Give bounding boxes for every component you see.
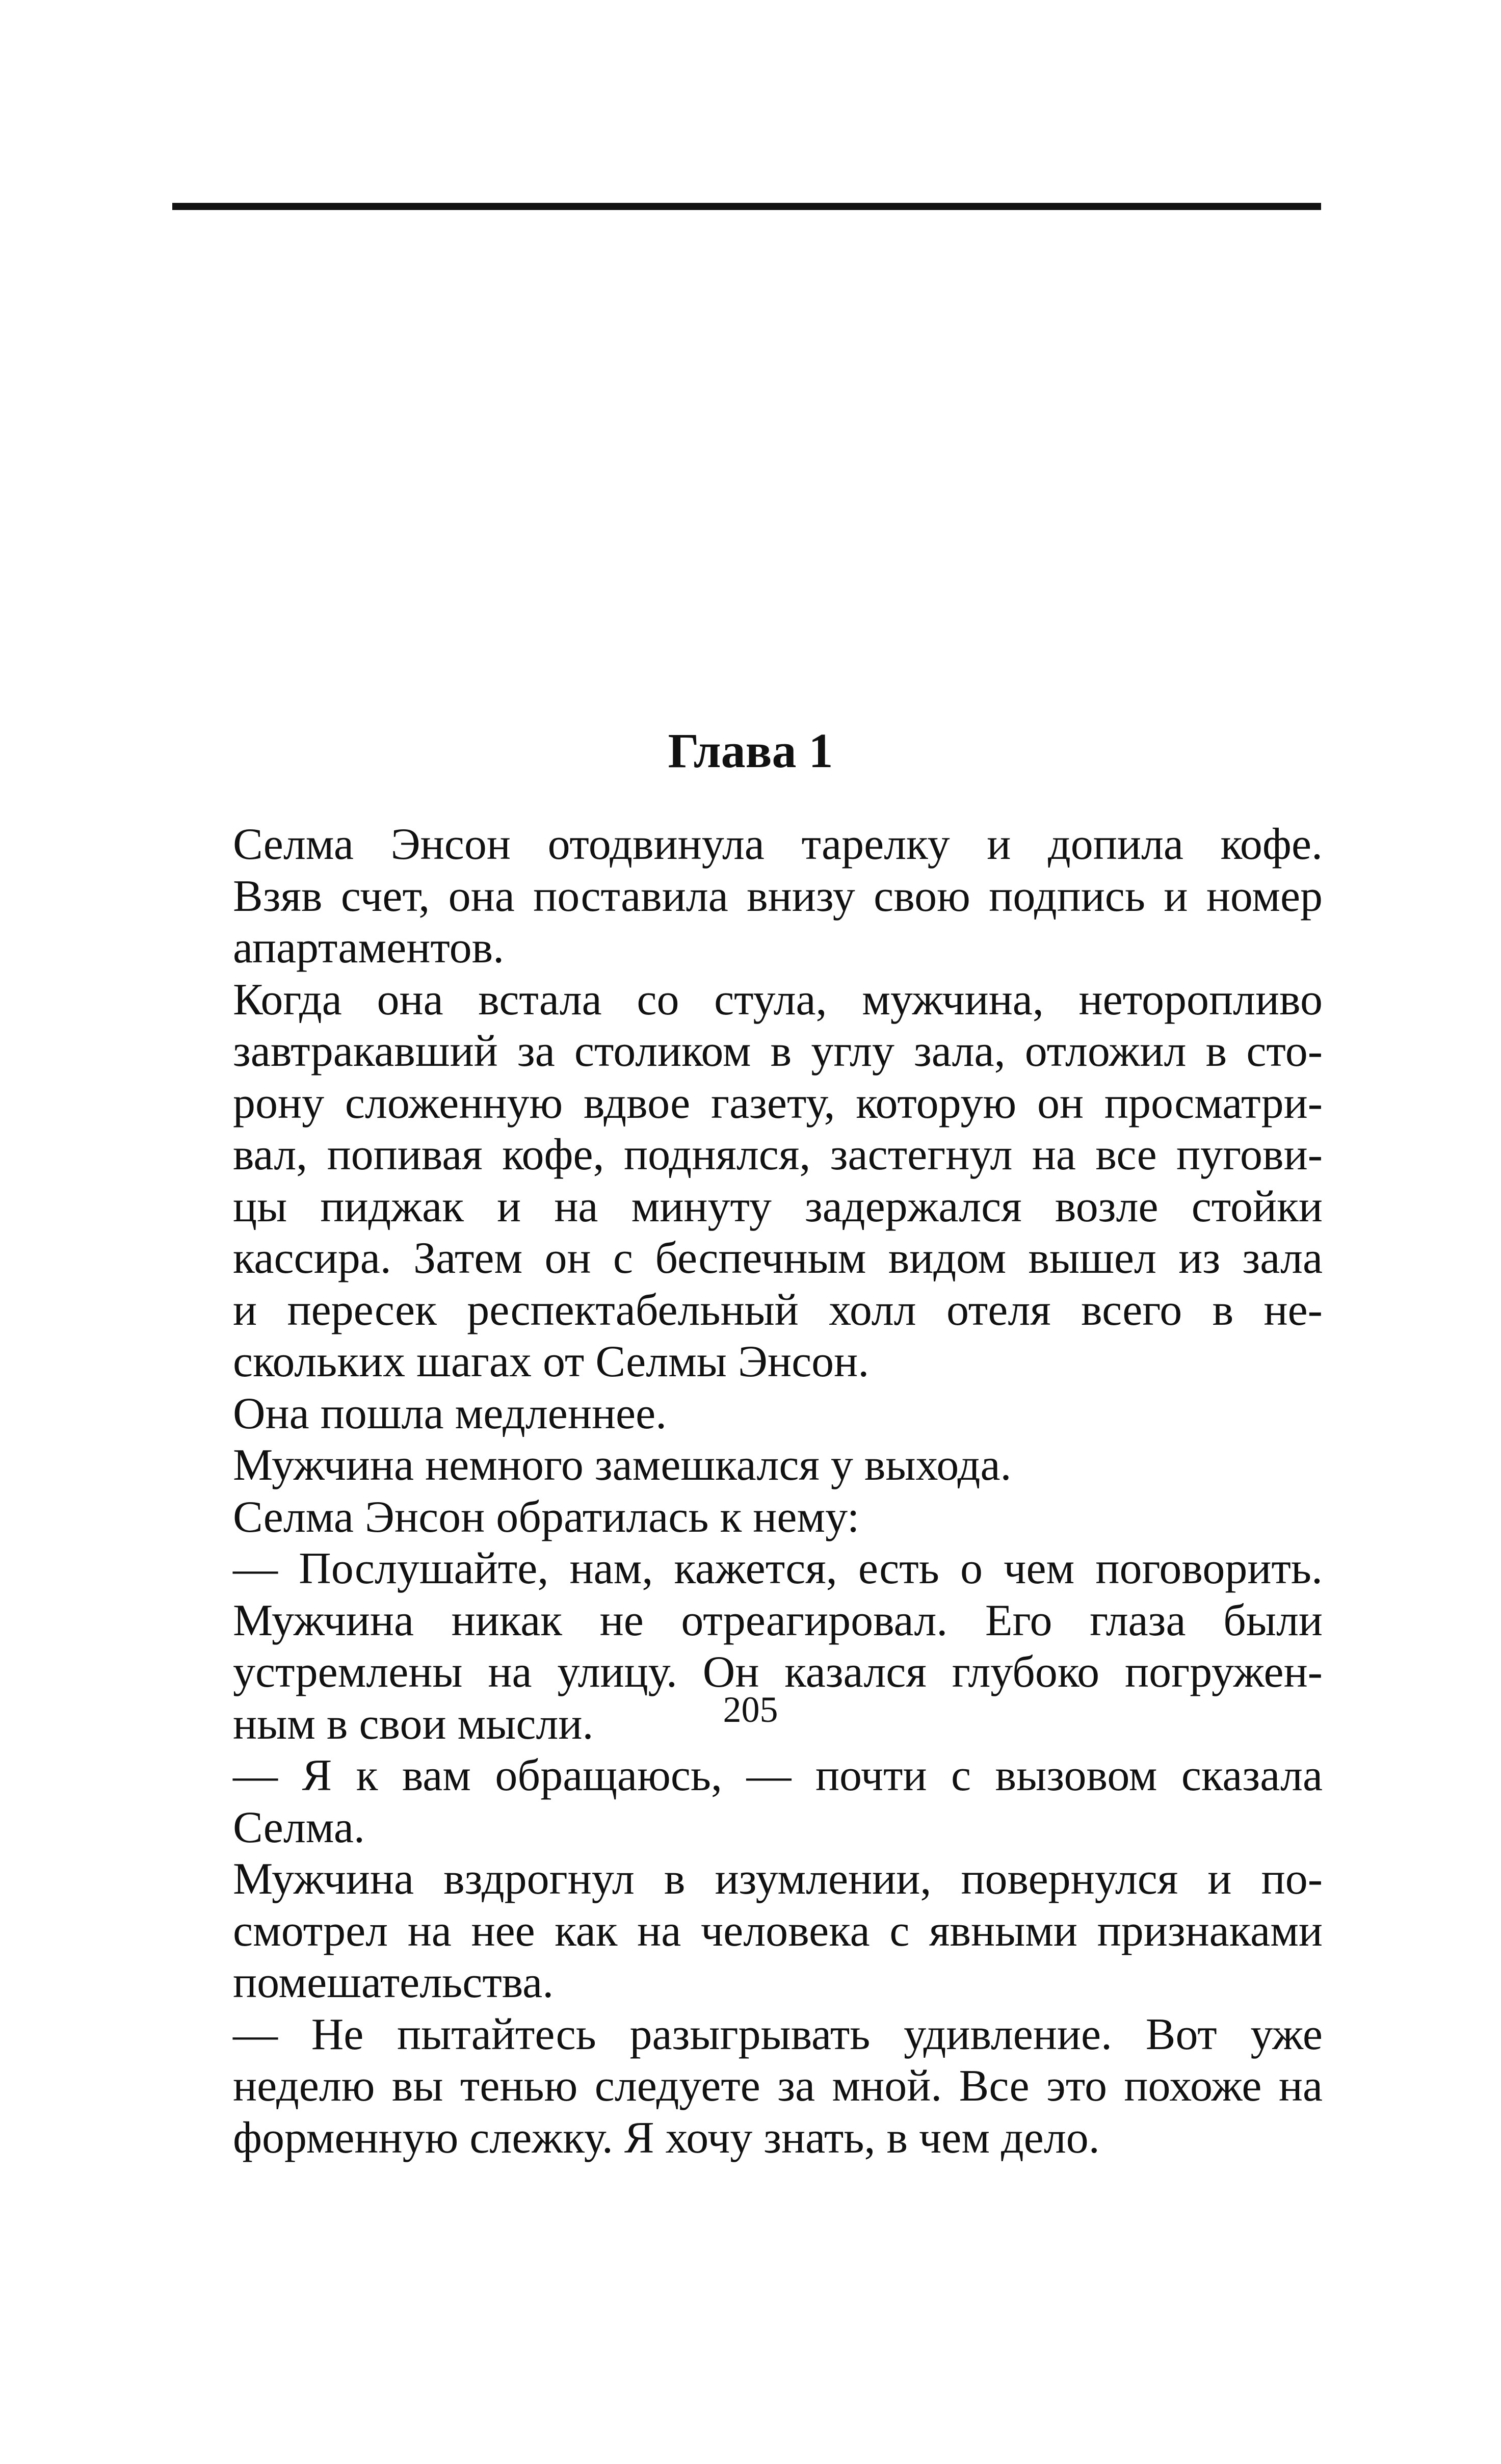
text-line: апартаментов.: [233, 923, 505, 973]
body-text: [171, 819, 1323, 2164]
text-line: Селма Энсон отодвинула тарелку и допила кофе.: [233, 820, 1323, 869]
text-line: Когда она встала со стула, мужчина, неторопливо: [233, 975, 1323, 1025]
text-line: — Не пытайтесь разыгрывать удивление. Вот уже: [233, 2009, 1323, 2059]
text-line: Мужчина вздрогнул в изумлении, повернулся и по-: [233, 1854, 1323, 1904]
text-line: кассира. Затем он с беспечным видом вышел из зала: [233, 1234, 1323, 1283]
text-line: Взяв счет, она поставила внизу свою подпись и номер: [233, 871, 1323, 921]
text-line: форменную слежку. Я хочу знать, в чем дело.: [233, 2113, 1100, 2163]
page-number: 205: [723, 1689, 778, 1730]
text-line: рону сложенную вдвое газету, которую он просматри-: [233, 1078, 1323, 1128]
text-line: — Я к вам обращаюсь, — почти с вызовом сказала: [233, 1751, 1323, 1800]
paragraph: [171, 1543, 1323, 1595]
text-line: цы пиджак и на минуту задержался возле стойки: [233, 1182, 1323, 1231]
text-line: смотрел на нее как на человека с явными признаками: [233, 1906, 1323, 1956]
paragraph: [171, 1491, 1323, 1543]
paragraph: [171, 974, 1323, 1388]
text-line: Селма Энсон обратилась к нему:: [233, 1492, 860, 1542]
text-line: — Послушайте, нам, кажется, есть о чем поговорить.: [233, 1544, 1323, 1593]
text-line: устремлены на улицу. Он казался глубоко погружен-: [233, 1647, 1323, 1697]
text-line: Мужчина немного замешкался у выхода.: [233, 1440, 1012, 1490]
text-line: скольких шагах от Селмы Энсон.: [233, 1337, 870, 1386]
header-rule: [172, 203, 1321, 210]
text-line: помешательства.: [233, 1958, 554, 2007]
text-line: Селма.: [233, 1802, 365, 1852]
paragraph: [171, 1388, 1323, 1440]
paragraph: [171, 2009, 1323, 2164]
text-line: ным в свои мысли.: [233, 1699, 594, 1749]
text-line: Она пошла медленнее.: [233, 1388, 667, 1438]
text-line: неделю вы тенью следуете за мной. Все это похоже на: [233, 2061, 1323, 2111]
paragraph: [171, 1439, 1323, 1491]
paragraph: [171, 1853, 1323, 2009]
text-line: вал, попивая кофе, поднялся, застегнул на все пугови-: [233, 1130, 1323, 1179]
chapter-title: Глава 1: [668, 723, 833, 778]
paragraph: [171, 819, 1323, 974]
text-line: и пересек респектабельный холл отеля всего в не-: [233, 1285, 1323, 1335]
paragraph: [171, 1750, 1323, 1853]
text-line: завтракавший за столиком в углу зала, отложил в сто-: [233, 1027, 1323, 1076]
text-line: Мужчина никак не отреагировал. Его глаза были: [233, 1595, 1323, 1645]
